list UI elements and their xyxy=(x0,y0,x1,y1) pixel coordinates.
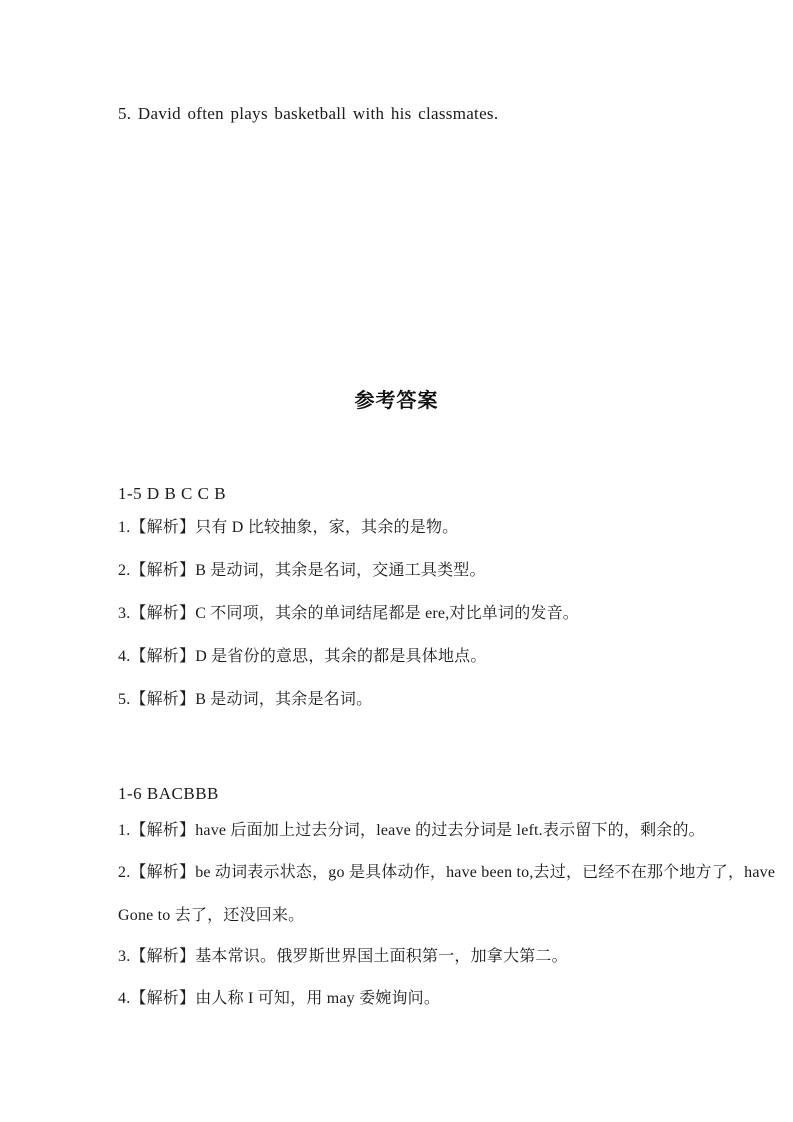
explanation-s2-1: 1.【解析】have 后面加上过去分词，leave 的过去分词是 left.表示留下的，剩余的。 xyxy=(118,822,705,839)
explanation-s2-4: 4.【解析】由人称 I 可知，用 may 委婉询问。 xyxy=(118,990,441,1007)
answer-key-section-1: 1-5 D B C C B xyxy=(118,484,227,503)
explanation-s1-5: 5.【解析】B 是动词，其余是名词。 xyxy=(118,691,373,708)
answers-heading: 参考答案 xyxy=(354,388,439,412)
sentence-item-5: 5. David often plays basketball with his classmates. xyxy=(118,104,499,123)
explanation-s1-3: 3.【解析】C 不同项，其余的单词结尾都是 ere,对比单词的发音。 xyxy=(118,605,580,622)
explanation-s1-2: 2.【解析】B 是动词，其余是名词，交通工具类型。 xyxy=(118,562,486,579)
explanation-s2-3: 3.【解析】基本常识。俄罗斯世界国土面积第一，加拿大第二。 xyxy=(118,948,568,965)
explanation-s2-2-continued: Gone to 去了，还没回来。 xyxy=(118,907,305,924)
explanation-s2-2: 2.【解析】be 动词表示状态，go 是具体动作，have been to,去过，已经不在那个地方了，have xyxy=(118,864,776,881)
explanation-s1-1: 1.【解析】只有 D 比较抽象，家，其余的是物。 xyxy=(118,519,459,536)
answer-key-section-2: 1-6 BACBBB xyxy=(118,784,219,803)
explanation-s1-4: 4.【解析】D 是省份的意思，其余的都是具体地点。 xyxy=(118,648,487,665)
